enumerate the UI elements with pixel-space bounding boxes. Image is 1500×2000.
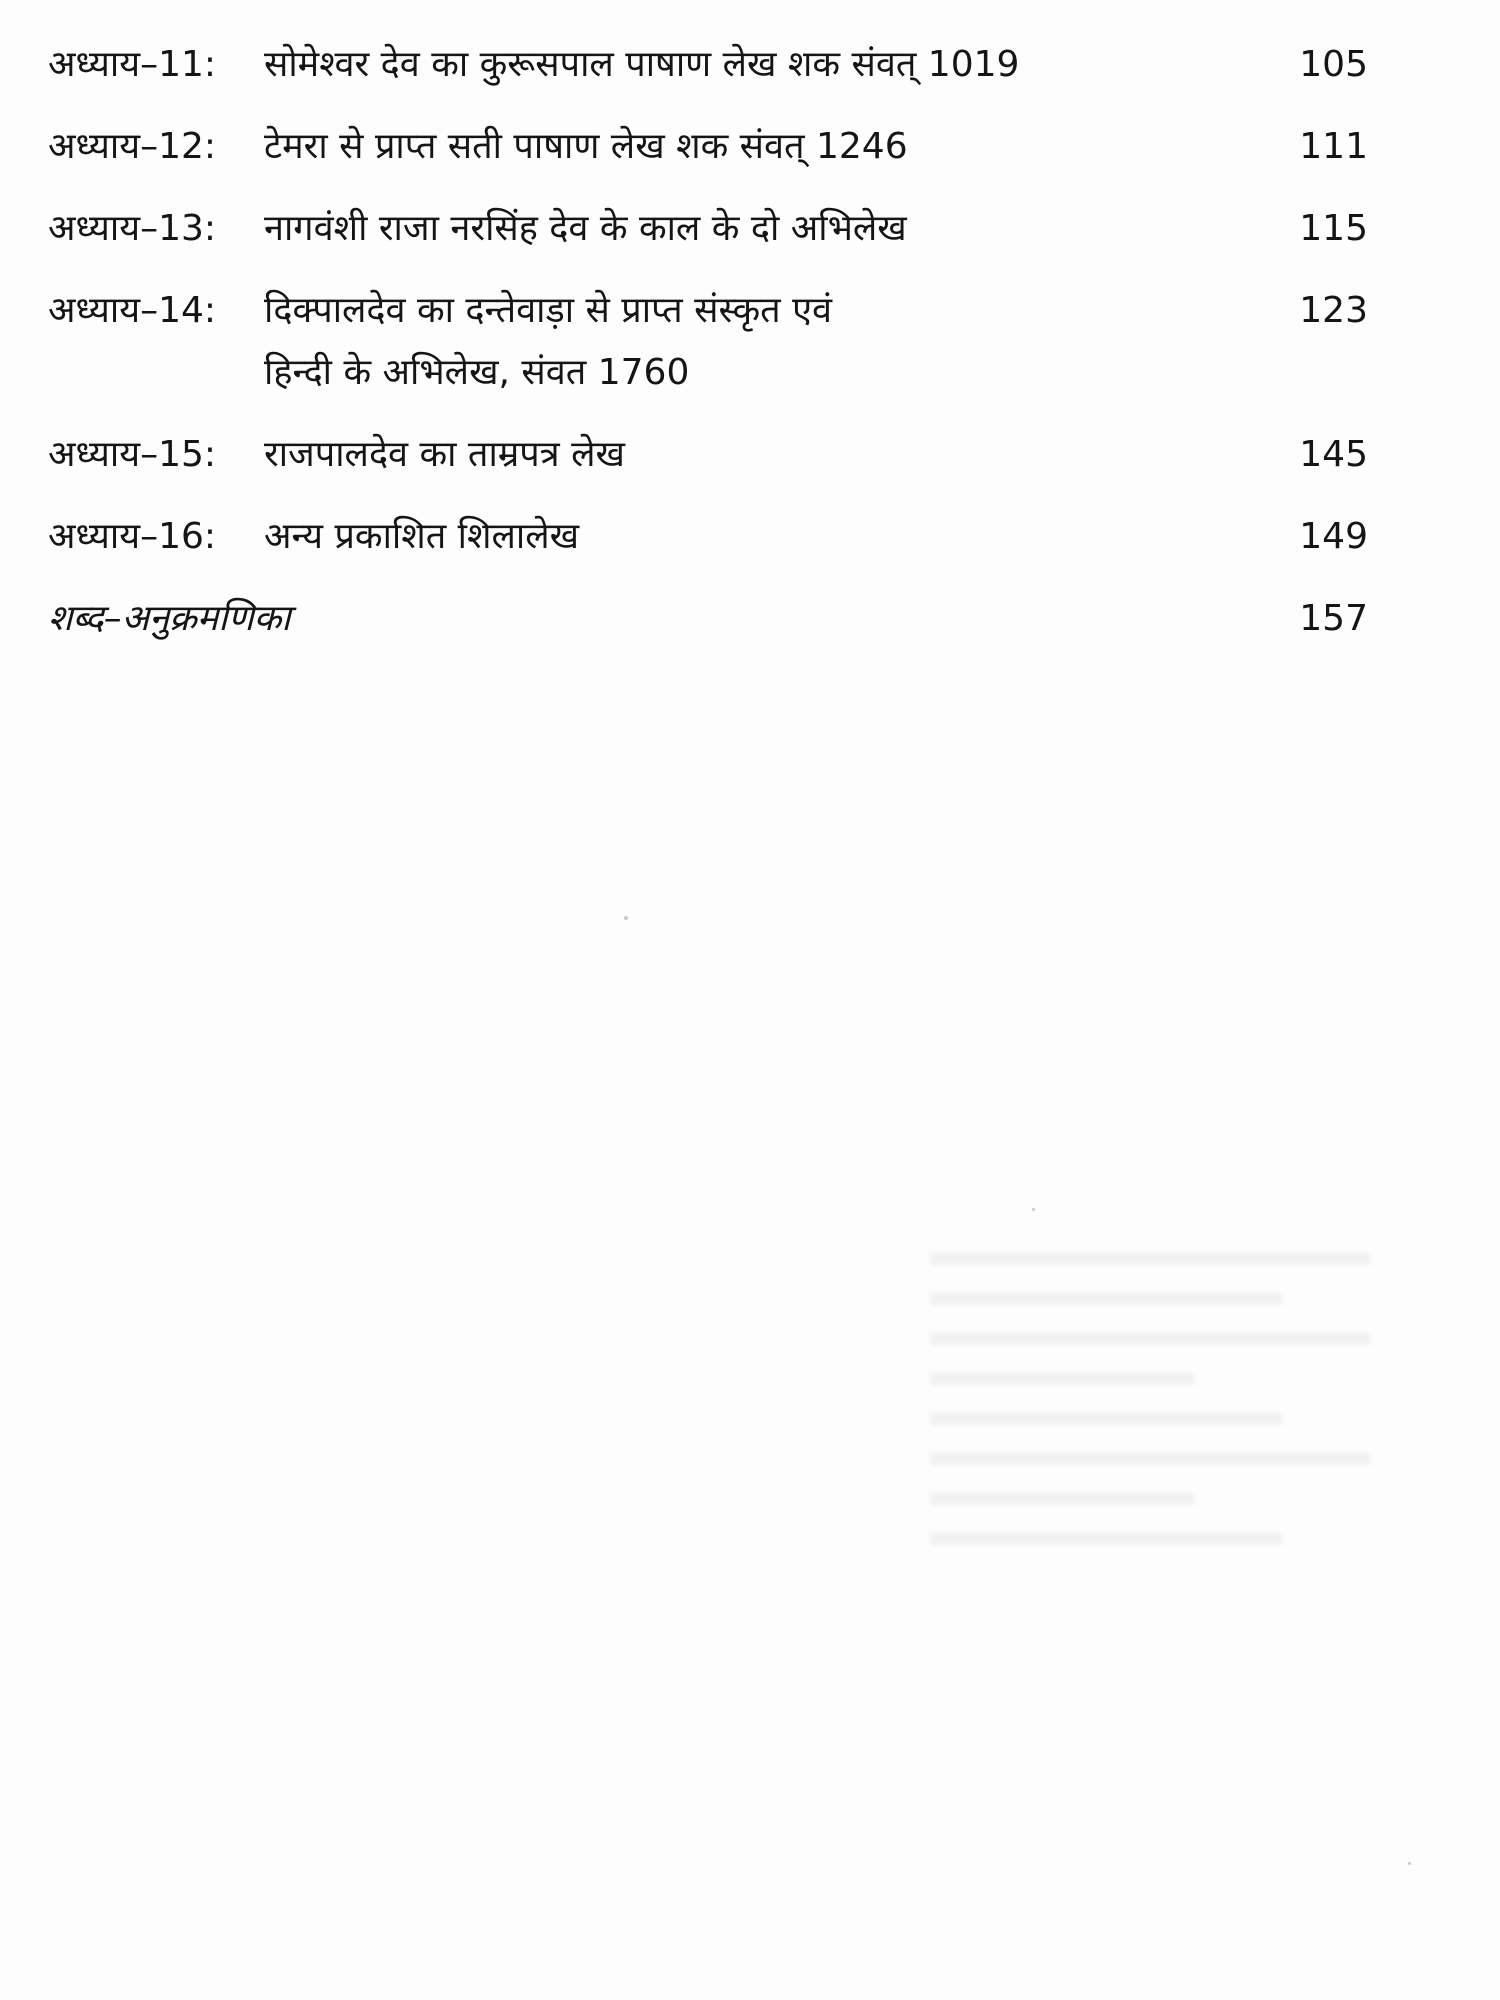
table-of-contents	[48, 34, 1368, 650]
chapter-label: अध्याय–13:	[48, 208, 217, 249]
page-number: 111	[1299, 126, 1368, 167]
page-number: 105	[1299, 44, 1368, 85]
reverse-page-bleed	[930, 1225, 1370, 1745]
paper-speck	[1408, 1862, 1411, 1865]
toc-row-chapter-11	[48, 34, 1368, 96]
chapter-label: अध्याय–12:	[48, 126, 217, 167]
toc-row-chapter-13	[48, 198, 1368, 260]
chapter-title	[264, 34, 1268, 96]
page-number: 149	[1299, 516, 1368, 557]
toc-row-chapter-16	[48, 506, 1368, 568]
chapter-label: अध्याय–11:	[48, 44, 217, 85]
index-title: शब्द–अनुक्रमणिका	[48, 598, 291, 639]
bleed-text-line	[930, 1453, 1370, 1465]
chapter-title	[264, 506, 1268, 568]
chapter-label: अध्याय–15:	[48, 434, 217, 475]
chapter-title-line: राजपालदेव का ताम्रपत्र लेख	[264, 434, 625, 475]
chapter-title-line: अन्य प्रकाशित शिलालेख	[264, 516, 580, 557]
bleed-text-line	[930, 1493, 1194, 1505]
paper-speck	[624, 916, 628, 920]
chapter-label: अध्याय–14:	[48, 290, 217, 331]
bleed-text-line	[930, 1533, 1282, 1545]
bleed-text-line	[930, 1333, 1370, 1345]
page-number: 157	[1299, 598, 1368, 639]
page-number: 145	[1299, 434, 1368, 475]
chapter-label: अध्याय–16:	[48, 516, 217, 557]
bleed-text-line	[930, 1373, 1194, 1385]
chapter-title	[264, 198, 1268, 260]
bleed-text-line	[930, 1293, 1282, 1305]
toc-row-chapter-14	[48, 280, 1368, 404]
chapter-title-line: हिन्दी के अभिलेख, संवत 1760	[264, 352, 690, 393]
chapter-title-line: सोमेश्वर देव का कुरूसपाल पाषाण लेख शक संवत् 1019	[264, 44, 1020, 85]
chapter-title	[264, 116, 1268, 178]
chapter-title	[264, 280, 1268, 404]
bleed-text-line	[930, 1253, 1370, 1265]
page-number: 115	[1299, 208, 1368, 249]
chapter-title-line: दिक्पालदेव का दन्तेवाड़ा से प्राप्त संस्कृत एवं	[264, 290, 833, 331]
chapter-title-line: नागवंशी राजा नरसिंह देव के काल के दो अभिलेख	[264, 208, 907, 249]
toc-row-index	[48, 588, 1368, 650]
chapter-title-line: टेमरा से प्राप्त सती पाषाण लेख शक संवत् 1246	[264, 126, 908, 167]
toc-row-chapter-12	[48, 116, 1368, 178]
page-number: 123	[1299, 290, 1368, 331]
chapter-title	[264, 424, 1268, 486]
toc-row-chapter-15	[48, 424, 1368, 486]
paper-speck	[1032, 1208, 1035, 1211]
bleed-text-line	[930, 1413, 1282, 1425]
